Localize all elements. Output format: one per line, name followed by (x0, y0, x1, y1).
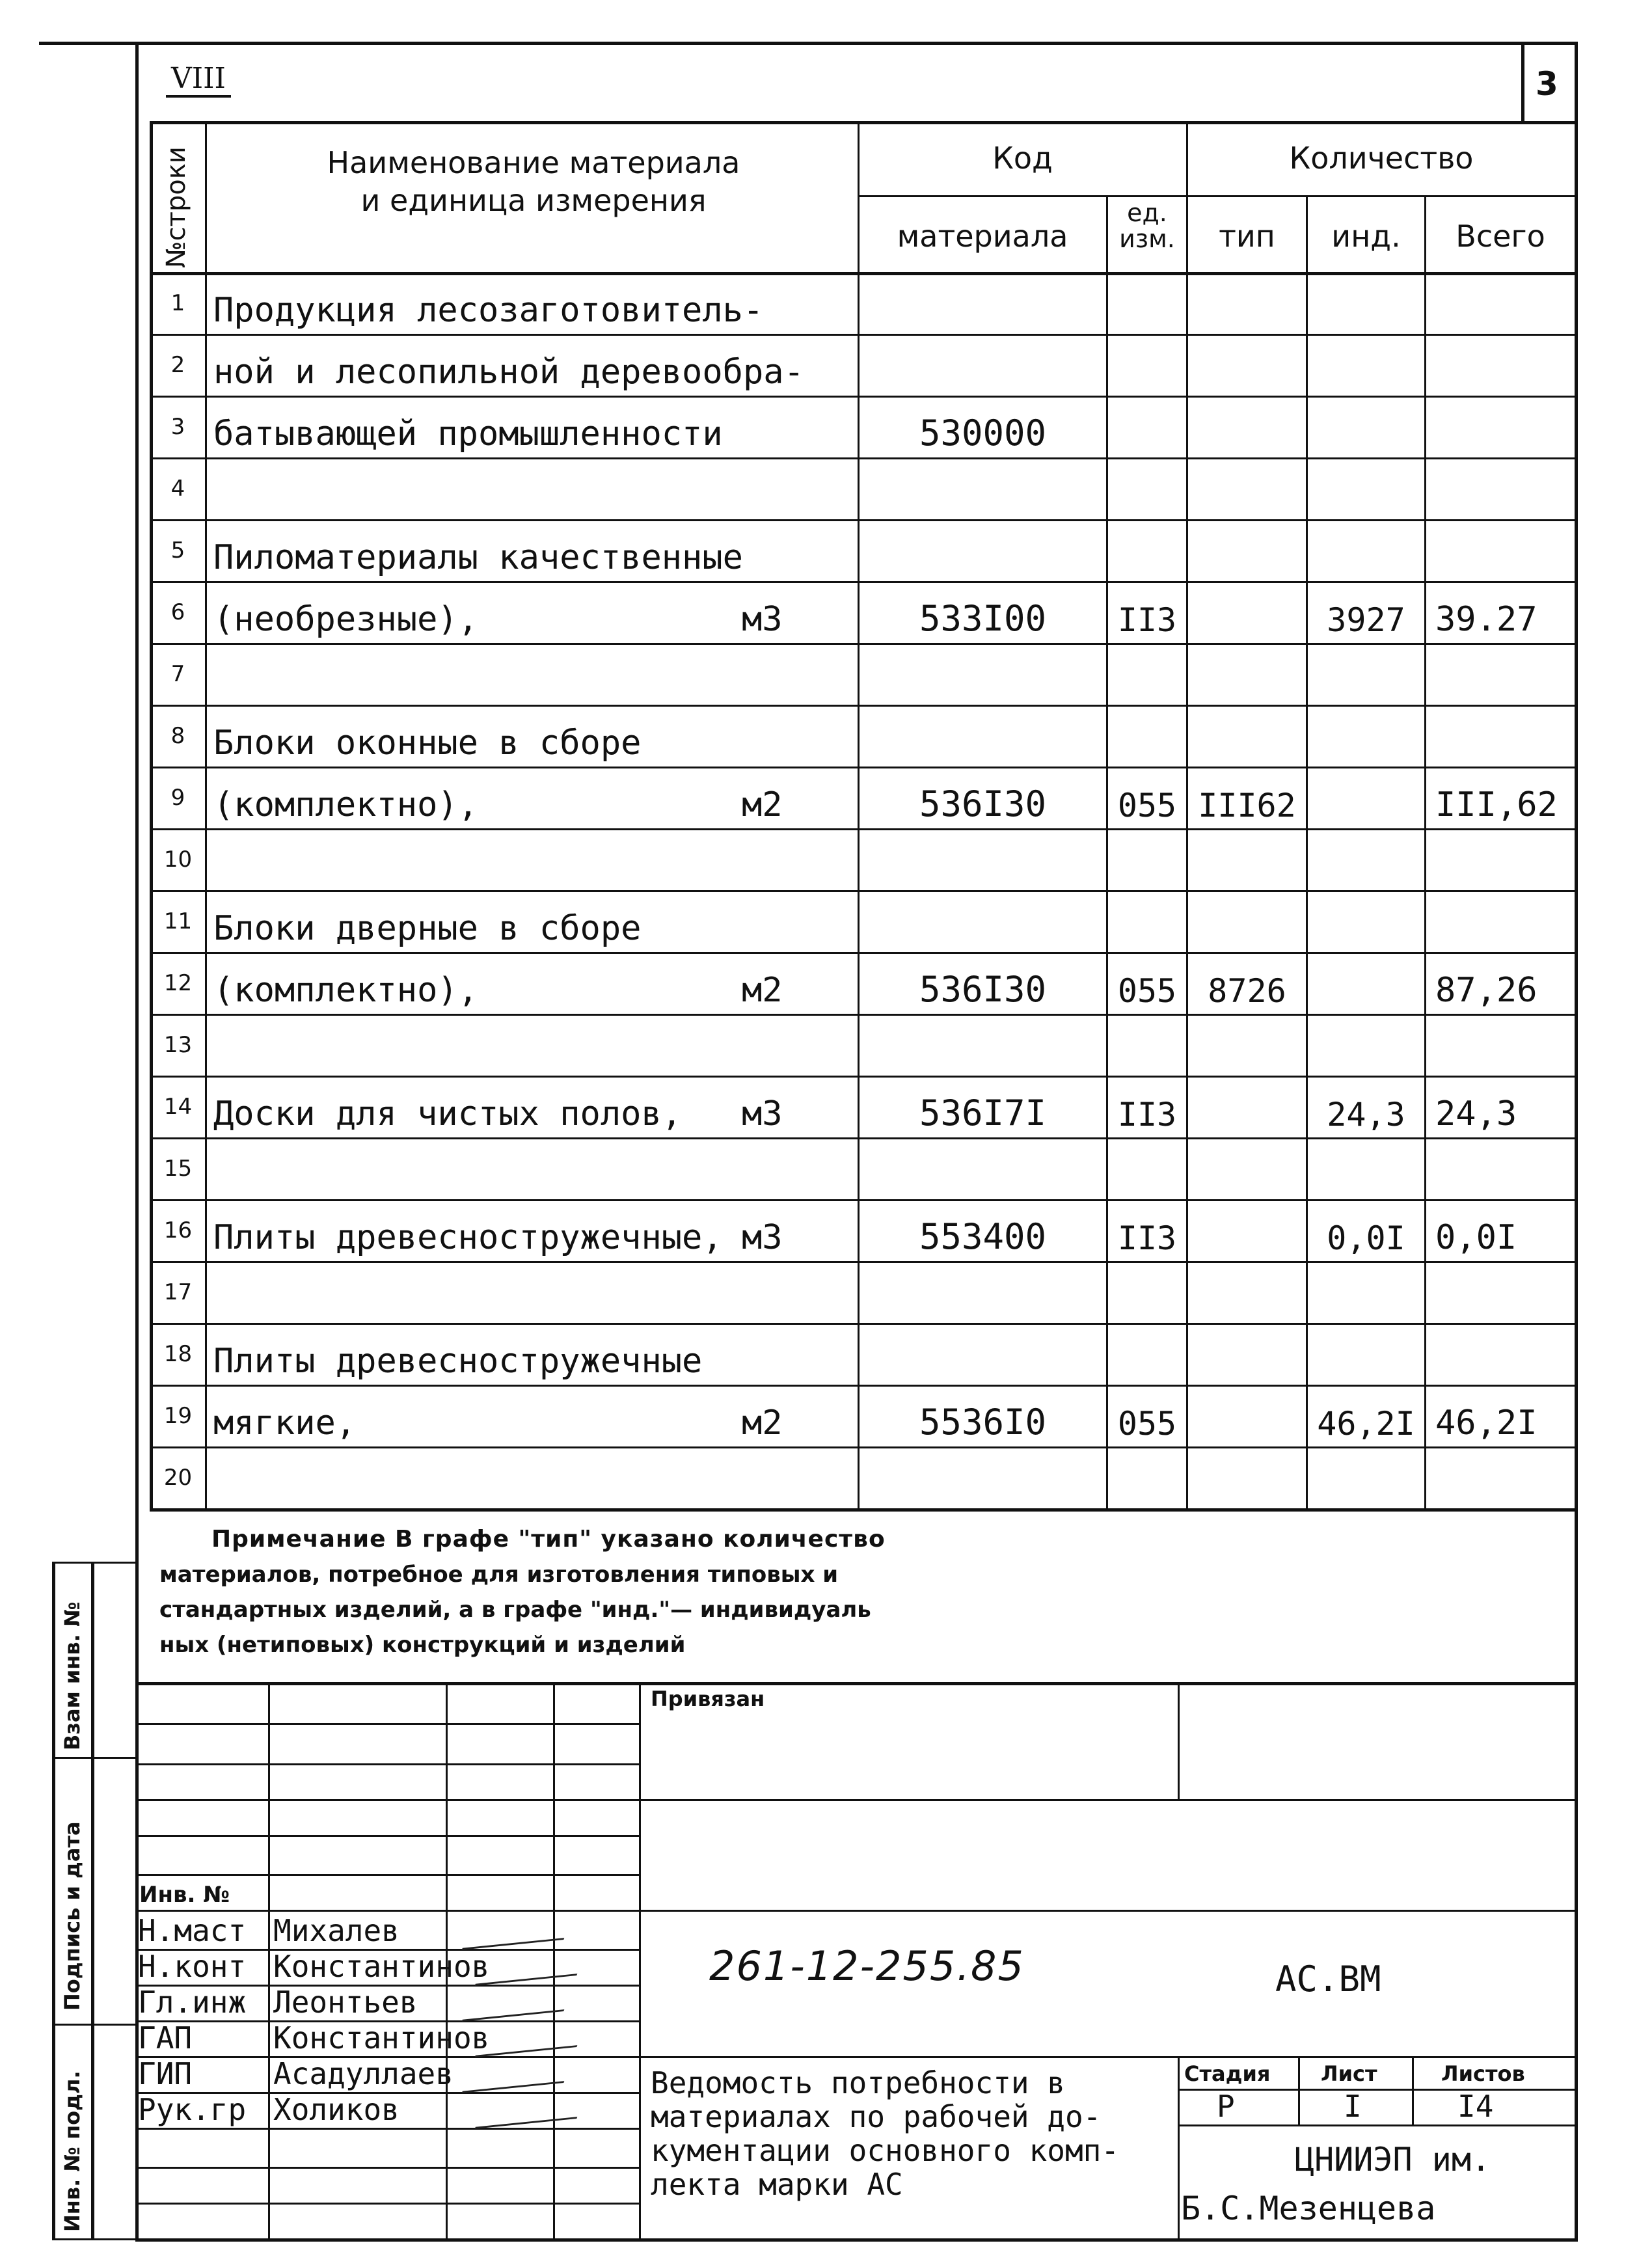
cell-ind (1308, 952, 1424, 1014)
description-line-4: лекта марки АС (651, 2167, 903, 2202)
cell-tip (1188, 1076, 1306, 1137)
cell-ed: 055 (1117, 1405, 1177, 1443)
cell-n: 16 (163, 1217, 193, 1243)
tb-row-2 (135, 1763, 640, 1765)
cell-n: 6 (170, 599, 185, 625)
header-qty-total: Всего (1456, 219, 1545, 254)
signer-role: Н.маст (138, 1913, 247, 1948)
cell-n: 1 (170, 290, 185, 316)
cell-ind (1308, 643, 1424, 705)
cell-ind (1308, 828, 1424, 890)
note-line-3: стандартных изделий, а в графе "инд."— индивидуаль (159, 1597, 871, 1623)
cell-total: 24,3 (1435, 1094, 1517, 1134)
side-label-vzam: Взам инв. № (60, 1601, 85, 1750)
cell-name (207, 643, 858, 705)
cell-ed: II3 (1117, 1219, 1177, 1257)
cell-ed (1108, 1137, 1186, 1199)
cell-total (1426, 890, 1575, 952)
cell-ed (1108, 1014, 1186, 1076)
cell-name: (комплектно), (213, 785, 478, 824)
header-row-no: №строки (161, 146, 191, 268)
right-border (1575, 42, 1578, 2241)
side-block-mid (91, 1562, 94, 2238)
org-line-1: ЦНИИЭП им. (1295, 2141, 1491, 2179)
cell-unit: м3 (742, 600, 783, 639)
header-mid-line (858, 195, 1575, 197)
signer-role: ГИП (138, 2056, 193, 2091)
signature-mark (475, 1950, 586, 1985)
cell-name: Продукция лесозаготовитель- (213, 291, 764, 330)
note-line-1: Примечание В графе "тип" указано количество (211, 1526, 886, 1553)
cell-n: 14 (163, 1093, 193, 1120)
cell-ed (1108, 828, 1186, 890)
cell-ind (1308, 1137, 1424, 1199)
cell-ed (1108, 334, 1186, 396)
cell-total (1426, 519, 1575, 581)
title-block-top (135, 1682, 1575, 1685)
cell-tip (1188, 1199, 1306, 1261)
cell-tip (1188, 334, 1306, 396)
cell-total: 0,0I (1435, 1218, 1517, 1257)
note-line-2: материалов, потребное для изготовления типовых и (159, 1562, 839, 1588)
cell-total (1426, 272, 1575, 334)
cell-name (207, 1261, 858, 1323)
cell-code (860, 705, 1106, 767)
cell-ind (1308, 1323, 1424, 1385)
description-line-1: Ведомость потребности в (651, 2065, 1065, 2100)
cell-ind: 24,3 (1327, 1096, 1405, 1134)
cell-n: 10 (163, 846, 193, 873)
doc-mark: АС.ВМ (1275, 1959, 1381, 2000)
cell-ind (1308, 890, 1424, 952)
cell-code (860, 1137, 1106, 1199)
cell-code (860, 643, 1106, 705)
cell-n: 13 (163, 1031, 193, 1058)
cell-n: 11 (163, 908, 193, 934)
note-line-4: ных (нетиповых) конструкций и изделий (159, 1632, 686, 1658)
cell-n: 15 (163, 1155, 193, 1182)
cell-ind (1308, 1446, 1424, 1508)
signature-mark (475, 2093, 586, 2128)
cell-total (1426, 705, 1575, 767)
table-top (150, 121, 1575, 124)
signer-role: Н.конт (138, 1949, 247, 1984)
stage-row-2 (1178, 2124, 1575, 2126)
stage-value: Р (1217, 2089, 1235, 2124)
sheets-label: Листов (1441, 2061, 1525, 2086)
cell-code: 5536I0 (919, 1402, 1047, 1443)
cell-ed (1108, 1446, 1186, 1508)
signature-mark (475, 2022, 586, 2057)
page-number: 3 (1536, 65, 1558, 103)
cell-tip (1188, 1385, 1306, 1446)
tb-row-1 (135, 1723, 640, 1725)
cell-code (860, 1446, 1106, 1508)
cell-code (860, 1261, 1106, 1323)
cell-tip (1188, 643, 1306, 705)
cell-ed (1108, 272, 1186, 334)
tb-row-6 (135, 1910, 1575, 1912)
cell-tip (1188, 519, 1306, 581)
cell-tip: III62 (1198, 787, 1296, 824)
top-border (39, 42, 1575, 45)
signer-name: Холиков (273, 2092, 399, 2127)
side-top (52, 1562, 137, 1564)
cell-total (1426, 1014, 1575, 1076)
page-number-divider (1521, 42, 1524, 121)
cell-n: 9 (170, 784, 185, 811)
cell-tip (1188, 396, 1306, 457)
tb-row-3 (135, 1799, 1575, 1801)
cell-name (207, 828, 858, 890)
cell-code: 536I30 (919, 969, 1047, 1010)
cell-code (860, 828, 1106, 890)
signer-role: Рук.гр (138, 2092, 247, 2127)
cell-code (860, 334, 1106, 396)
cell-n: 7 (170, 660, 185, 687)
table-bottom (150, 1508, 1575, 1512)
cell-total: 46,2I (1435, 1404, 1537, 1443)
description-line-2: материалах по рабочей до- (651, 2099, 1102, 2134)
cell-name: Пиломатериалы качественные (213, 538, 743, 577)
side-block-left (52, 1562, 55, 2238)
cell-ed (1108, 643, 1186, 705)
cell-unit: м2 (742, 971, 783, 1010)
cell-unit: м3 (742, 1094, 783, 1134)
tb-row-13 (135, 2167, 640, 2169)
cell-code (860, 457, 1106, 519)
header-code-material: материала (897, 219, 1068, 254)
cell-code (860, 890, 1106, 952)
note-block (159, 1526, 886, 1658)
cell-ed (1108, 457, 1186, 519)
cell-code: 530000 (919, 413, 1047, 454)
tb-row-14 (135, 2203, 640, 2205)
side-label-podpis: Подпись и дата (60, 1821, 85, 2011)
cell-n: 8 (170, 722, 185, 749)
cell-total (1426, 1137, 1575, 1199)
cell-n: 2 (170, 351, 185, 378)
tb-row-12 (135, 2128, 640, 2130)
cell-name (207, 1446, 858, 1508)
org-line-2: Б.С.Мезенцева (1181, 2190, 1436, 2227)
inv-no-label: Инв. № (139, 1882, 230, 1908)
cell-ind (1308, 457, 1424, 519)
cell-ind (1308, 705, 1424, 767)
cell-code (860, 1323, 1106, 1385)
cell-total (1426, 643, 1575, 705)
cell-ind: 3927 (1327, 601, 1405, 639)
cell-ed (1108, 519, 1186, 581)
cell-total: III,62 (1435, 785, 1558, 824)
stage-row-1 (1178, 2089, 1575, 2091)
header-code-unit-line2: изм. (1119, 224, 1175, 253)
cell-tip (1188, 272, 1306, 334)
tb-col-1 (268, 1682, 270, 2238)
header-qty-group: Количество (1289, 141, 1474, 176)
cell-ed: II3 (1117, 601, 1177, 639)
cell-ind (1308, 519, 1424, 581)
cell-ind (1308, 767, 1424, 828)
cell-tip (1188, 705, 1306, 767)
cell-tip (1188, 1323, 1306, 1385)
cell-name: Плиты древесностружечные (213, 1342, 703, 1381)
signer-role: Гл.инж (138, 1985, 247, 2020)
cell-code (860, 1014, 1106, 1076)
cell-ind: 0,0I (1327, 1219, 1405, 1257)
cell-total (1426, 334, 1575, 396)
side-label-inv: Инв. № подл. (60, 2070, 85, 2232)
cell-ed (1108, 1323, 1186, 1385)
header-name (215, 144, 852, 219)
description-line-3: кументации основного комп- (651, 2133, 1120, 2168)
cell-name (207, 457, 858, 519)
cell-tip: 8726 (1208, 972, 1286, 1010)
tb-row-5 (135, 1874, 640, 1876)
header-code-unit-line1: ед. (1127, 198, 1167, 227)
cell-code: 536I30 (919, 783, 1047, 824)
cell-name (207, 1137, 858, 1199)
cell-ed (1108, 705, 1186, 767)
cell-name: ной и лесопильной деревообра- (213, 353, 804, 392)
cell-total (1426, 396, 1575, 457)
signature-mark (462, 2057, 573, 2093)
cell-unit: м2 (742, 785, 783, 824)
signer-name: Михалев (273, 1913, 399, 1948)
cell-total (1426, 1323, 1575, 1385)
sheet-value: I (1344, 2089, 1362, 2124)
cell-name: Доски для чистых полов, (213, 1094, 683, 1134)
side-div-2 (52, 2024, 137, 2026)
signer-name: Леонтьев (273, 1985, 418, 2020)
header-name-line1: Наименование материала (327, 145, 740, 180)
cell-n: 12 (163, 970, 193, 996)
cell-ed: 055 (1117, 972, 1177, 1010)
signature-mark (462, 1986, 573, 2021)
cell-tip (1188, 1446, 1306, 1508)
sheet-marker: VIII (166, 62, 231, 98)
cell-code: 536I7I (919, 1093, 1047, 1134)
header-code-group: Код (992, 141, 1053, 176)
cell-code (860, 519, 1106, 581)
cell-name: (комплектно), (213, 971, 478, 1010)
cell-code: 553400 (919, 1216, 1047, 1257)
privyazan-label: Привязан (651, 1687, 765, 1711)
cell-total (1426, 457, 1575, 519)
cell-tip (1188, 1014, 1306, 1076)
side-bottom (52, 2238, 137, 2240)
header-qty-ind: инд. (1331, 219, 1401, 254)
stage-col-left (1178, 2056, 1180, 2238)
tb-col-4 (639, 1682, 641, 2238)
signer-role: ГАП (138, 2020, 193, 2056)
cell-name: мягкие, (213, 1404, 357, 1443)
cell-total (1426, 1446, 1575, 1508)
cell-name: (необрезные), (213, 600, 478, 639)
bottom-border (135, 2238, 1578, 2242)
doc-code: 261-12-255.85 (709, 1942, 1025, 1990)
cell-ed: 055 (1117, 787, 1177, 824)
sheet-label: Лист (1321, 2061, 1377, 2086)
cell-ind (1308, 334, 1424, 396)
cell-ind (1308, 272, 1424, 334)
cell-tip (1188, 457, 1306, 519)
cell-total (1426, 828, 1575, 890)
tb-row-4 (135, 1835, 640, 1837)
cell-ind (1308, 396, 1424, 457)
sheets-value: I4 (1457, 2089, 1494, 2124)
signer-name: Константинов (273, 1949, 490, 1984)
cell-tip (1188, 890, 1306, 952)
cell-unit: м2 (742, 1404, 783, 1443)
signature-mark (462, 1914, 573, 1949)
cell-n: 19 (163, 1402, 193, 1429)
cell-tip (1188, 1137, 1306, 1199)
stage-label: Стадия (1184, 2061, 1271, 2086)
cell-code: 533I00 (919, 598, 1047, 639)
cell-total: 39.27 (1435, 600, 1537, 639)
cell-total: 87,26 (1435, 971, 1537, 1010)
cell-tip (1188, 1261, 1306, 1323)
doc-description (651, 2066, 1119, 2201)
cell-name: батывающей промышленности (213, 414, 723, 454)
cell-n: 5 (170, 537, 185, 563)
cell-ed (1108, 396, 1186, 457)
cell-ind: 46,2I (1317, 1405, 1415, 1443)
side-div-1 (52, 1757, 137, 1759)
cell-ed (1108, 1261, 1186, 1323)
cell-n: 3 (170, 413, 185, 440)
cell-total (1426, 1261, 1575, 1323)
cell-name: Плиты древесностружечные, (213, 1218, 723, 1257)
header-name-line2: и единица измерения (360, 182, 707, 218)
tb-col-privyazan (1178, 1682, 1180, 1799)
cell-tip (1188, 828, 1306, 890)
cell-ind (1308, 1014, 1424, 1076)
header-qty-type: тип (1219, 219, 1275, 254)
cell-unit: м3 (742, 1218, 783, 1257)
header-code-unit (1108, 200, 1186, 252)
cell-n: 18 (163, 1340, 193, 1367)
cell-tip (1188, 581, 1306, 643)
cell-name: Блоки дверные в сборе (213, 909, 642, 948)
signer-name: Асадуллаев (273, 2056, 454, 2091)
cell-name: Блоки оконные в сборе (213, 724, 642, 763)
cell-n: 20 (163, 1464, 193, 1491)
cell-ed: II3 (1117, 1096, 1177, 1134)
cell-code (860, 272, 1106, 334)
cell-name (207, 1014, 858, 1076)
cell-n: 17 (163, 1279, 193, 1305)
cell-ind (1308, 1261, 1424, 1323)
cell-n: 4 (170, 475, 185, 502)
signer-name: Константинов (273, 2020, 490, 2056)
cell-ed (1108, 890, 1186, 952)
